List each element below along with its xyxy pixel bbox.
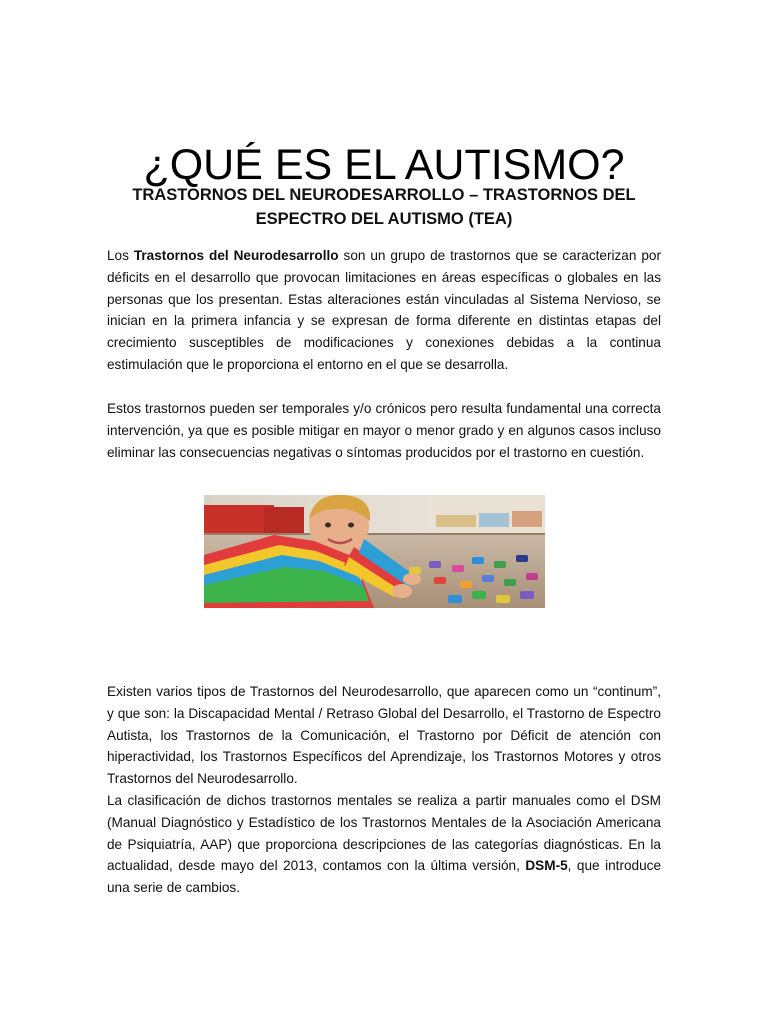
page-subtitle: TRASTORNOS DEL NEURODESARROLLO – TRASTORNOS DEL ESPECTRO DEL AUTISMO (TEA) <box>132 186 636 228</box>
paragraph-intro-post: son un grupo de trastornos que se caracterizan por déficits en el desarrollo que provocan limitaciones en áreas específicas o globales en las personas que los presentan. Estas alteraciones están vinculadas al Sistema Nervioso, se inician en la primera infancia y se expresan de forma diferente en distintas etapas del crecimiento susceptibles de modificaciones y conexiones debidas a la continua estimulación que le proporciona el entorno en el que se desarrolla. <box>107 248 661 372</box>
page-title: ¿QUÉ ES EL AUTISMO? <box>143 140 625 189</box>
child-with-toy-cars-photo <box>204 495 545 608</box>
paragraph-intro-bold: Trastornos del Neurodesarrollo <box>133 248 339 263</box>
paragraph-intro-pre: Los <box>107 248 134 263</box>
paragraph-classification-post: , que introduce una serie de cambios. <box>107 858 662 896</box>
paragraph-classification-pre: La clasificación de dichos trastornos mentales se realiza a partir manuales como el DSM (Manual Diagnóstico y Estadístico de los Trastornos Mentales de la Asociación Americana de Psiquiatría, AAP) que proporciona descripciones de las categorías diagnósticas. En la actualidad, desde mayo del 2013, contamos con la última versión, <box>107 793 661 874</box>
paragraph-intervention: Estos trastornos pueden ser temporales y/o crónicos pero resulta fundamental una correcta intervención, ya que es posible mitigar en mayor o menor grado y en algunos casos incluso eliminar las consecuencias negativas o síntomas producidos por el trastorno en cuestión. <box>107 401 661 460</box>
paragraph-classification-bold: DSM-5 <box>525 858 568 874</box>
paragraph-intro <box>107 245 661 376</box>
paragraph-classification <box>107 790 661 899</box>
paragraph-types: Existen varios tipos de Trastornos del Neurodesarrollo, que aparecen como un “continum”, y que son: la Discapacidad Mental / Retraso Global del Desarrollo, el Trastorno de Espectro Autista, los Trastornos de la Comunicación, el Trastorno por Déficit de atención con hiperactividad, los Trastornos Específicos del Aprendizaje, los Trastornos Motores y otros Trastornos del Neurodesarrollo. <box>107 684 661 787</box>
